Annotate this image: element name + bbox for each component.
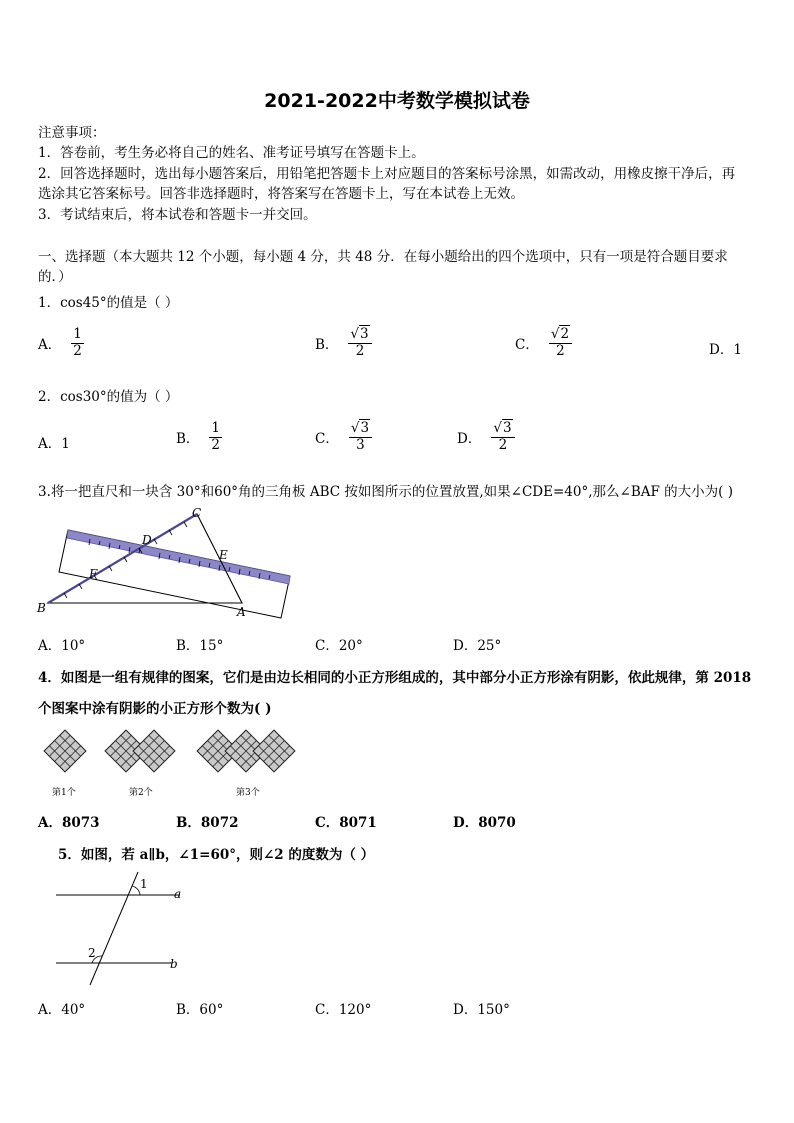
line-label-b: b bbox=[170, 957, 178, 971]
notice-item: 3．考试结束后，将本试卷和答题卡一并交回。 bbox=[38, 207, 317, 223]
fraction: √ $\frac{2}{2}$ bbox=[549, 327, 572, 359]
q2-option-a[interactable]: A．1 bbox=[38, 436, 70, 452]
option-label: C． bbox=[315, 431, 339, 448]
q5-option-c[interactable]: C．120° bbox=[315, 1002, 372, 1018]
angle-label-1: 1 bbox=[140, 877, 148, 891]
pattern-figure-3-c bbox=[253, 730, 295, 772]
ruler-shaded-edge bbox=[67, 530, 290, 584]
point-label-b: B bbox=[37, 601, 46, 615]
angle-label-2: 2 bbox=[88, 946, 96, 960]
point-label-a: A bbox=[237, 605, 246, 619]
q3-option-c[interactable]: C．20° bbox=[315, 638, 363, 654]
question-1-stem: 1．cos45°的值是（ ） bbox=[38, 295, 179, 311]
parallel-lines-figure bbox=[52, 868, 192, 990]
q4-option-b[interactable]: B．8072 bbox=[176, 815, 239, 831]
notice-header: 注意事项： bbox=[38, 125, 106, 141]
page-title: 2021-2022中考数学模拟试卷 bbox=[264, 90, 530, 112]
option-label: A． bbox=[38, 337, 62, 354]
fraction: √ $\frac{3}{2}$ bbox=[491, 421, 514, 453]
q4-option-a[interactable]: A．8073 bbox=[38, 815, 100, 831]
q3-option-d[interactable]: D．25° bbox=[453, 638, 502, 654]
ruler-triangle-figure bbox=[34, 504, 296, 622]
fraction: $\frac{1}{2}$ bbox=[73, 326, 82, 359]
point-label-e: E bbox=[219, 548, 228, 562]
notice-item: 2．回答选择题时，选出每小题答案后，用铅笔把答题卡上对应题目的答案标号涂黑，如需改动，用橡皮擦干净后，再 bbox=[38, 166, 736, 182]
q2-option-b[interactable] bbox=[176, 421, 222, 453]
question-4-stem: 4．如图是一组有规律的图案，它们是由边长相同的小正方形组成的，其中部分小正方形涂有阴影，依此规律，第 2018 bbox=[38, 670, 752, 686]
question-5-stem: 5．如图，若 a∥b，∠1=60°，则∠2 的度数为（ ） bbox=[58, 847, 375, 863]
pattern-figures bbox=[38, 726, 310, 782]
q4-option-c[interactable]: C．8071 bbox=[315, 815, 377, 831]
section-heading-cont: 的．） bbox=[38, 269, 72, 285]
q5-option-d[interactable]: D．150° bbox=[453, 1002, 510, 1018]
q2-option-c[interactable] bbox=[315, 421, 372, 453]
point-label-d: D bbox=[142, 533, 152, 547]
question-2-stem: 2．cos30°的值为（ ） bbox=[38, 389, 179, 405]
option-label: D． bbox=[457, 431, 482, 448]
q1-option-a[interactable] bbox=[38, 327, 84, 359]
option-label: B． bbox=[315, 337, 339, 354]
figure-caption: 第1个 bbox=[52, 788, 76, 798]
figure-caption: 第3个 bbox=[236, 788, 260, 798]
point-label-f: F bbox=[89, 567, 98, 581]
pattern-figure-2-right bbox=[133, 730, 175, 772]
q5-option-b[interactable]: B．60° bbox=[176, 1002, 224, 1018]
angle-1-arc bbox=[132, 886, 140, 895]
option-label: B． bbox=[176, 431, 200, 448]
option-label: C． bbox=[515, 337, 539, 354]
figure-caption: 第2个 bbox=[129, 788, 153, 798]
question-4-stem-cont: 个图案中涂有阴影的小正方形个数为( ) bbox=[38, 701, 272, 717]
q1-option-d[interactable]: D．1 bbox=[709, 342, 742, 358]
notice-item: 选涂其它答案标号。回答非选择题时，将答案写在答题卡上，写在本试卷上无效。 bbox=[38, 186, 524, 202]
line-label-a: a bbox=[174, 887, 182, 901]
q3-option-a[interactable]: A．10° bbox=[38, 638, 86, 654]
q5-option-a[interactable]: A．40° bbox=[38, 1002, 86, 1018]
fraction: $\frac{1}{2}$ bbox=[211, 420, 221, 453]
question-3-stem: 3.将一把直尺和一块含 30°和60°角的三角板 ABC 按如图所示的位置放置,如果∠CDE=40°,那么∠BAF 的大小为( ) bbox=[38, 484, 733, 500]
q2-option-d[interactable] bbox=[457, 421, 515, 453]
pattern-figure-1 bbox=[44, 730, 86, 772]
notice-item: 1．答卷前，考生务必将自己的姓名、准考证号填写在答题卡上。 bbox=[38, 145, 425, 161]
q4-option-d[interactable]: D．8070 bbox=[453, 815, 516, 831]
q1-option-b[interactable] bbox=[315, 327, 372, 359]
section-heading: 一、选择题（本大题共 12 个小题，每小题 4 分，共 48 分．在每小题给出的四个选项中，只有一项是符合题目要求 bbox=[38, 249, 728, 265]
fraction: √ $\frac{3}{2}$ bbox=[348, 327, 371, 359]
q1-option-c[interactable] bbox=[515, 327, 572, 359]
q3-option-b[interactable]: B．15° bbox=[176, 638, 224, 654]
fraction: √ $\frac{3}{3}$ bbox=[349, 421, 372, 453]
point-label-c: C bbox=[192, 506, 202, 520]
transversal bbox=[90, 872, 138, 985]
